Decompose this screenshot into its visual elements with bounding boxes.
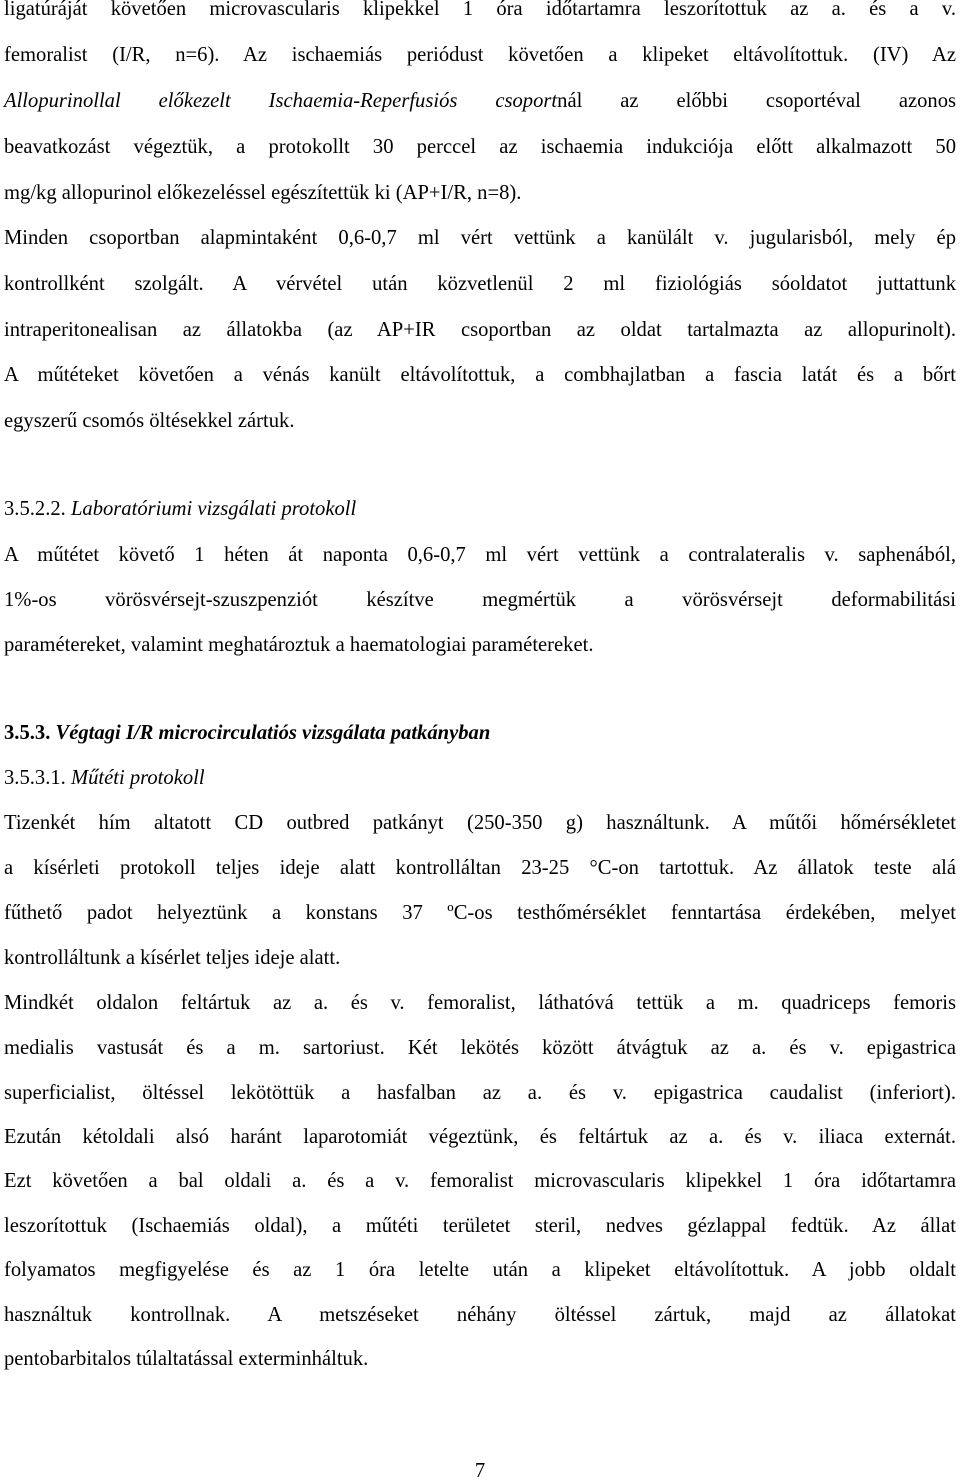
subsection-heading (4, 765, 956, 791)
section-number: 3.5.2.2. (4, 498, 66, 520)
section-title: Laboratóriumi vizsgálati protokoll (70, 498, 357, 520)
text-line: Mindkét oldalon feltártuk az a. és v. femoralist, láthatóvá tettük a m. quadriceps femoris (4, 992, 956, 1014)
text-line: egyszerű csomós öltésekkel zártuk. (4, 410, 295, 432)
text-line: ligatúráját követően microvascularis klipekkel 1 óra időtartamra leszorítottuk az a. és a v. (4, 0, 956, 20)
text-line: a kísérleti protokoll teljes ideje alatt kontrolláltan 23-25 °C-on tartottuk. Az állatok teste alá (4, 857, 956, 879)
text-line: Ezt követően a bal oldali a. és a v. femoralist microvascularis klipekkel 1 óra időtartamra (4, 1170, 956, 1192)
text-line: beavatkozást végeztük, a protokollt 30 perccel az ischaemia indukciója előtt alkalmazott 50 (4, 136, 956, 158)
text-line: Ezután kétoldali alsó haránt laparotomiát végeztünk, és feltártuk az a. és v. iliaca externát. (4, 1126, 956, 1148)
group-name-italic: Allopurinollal előkezelt Ischaemia-Reperfusiós csoport (4, 90, 558, 112)
text-line (4, 88, 956, 114)
section-number: 3.5.3. (4, 722, 51, 744)
text-line: A műtétet követő 1 héten át naponta 0,6-0,7 ml vért vettünk a contralateralis v. saphenából, (4, 544, 956, 566)
section-title: Műtéti protokoll (70, 767, 205, 789)
text-line: 1%-os vörösvérsejt-szuszpenziót készítve megmértük a vörösvérsejt deformabilitási (4, 589, 956, 611)
text-line: használtuk kontrollnak. A metszéseket néhány öltéssel zártuk, majd az állatokat (4, 1304, 956, 1326)
text-line: intraperitonealisan az állatokba (az AP+IR csoportban az oldat tartalmazta az allopurinolt). (4, 319, 956, 341)
text-line: kontrolláltunk a kísérlet teljes ideje alatt. (4, 947, 341, 969)
page-number: 7 (474, 1460, 486, 1482)
section-heading (4, 720, 956, 746)
text-line: leszorítottuk (Ischaemiás oldal), a műtéti területet steril, nedves gézlappal fedtük. Az állat (4, 1215, 956, 1237)
text-line: superficialist, öltéssel lekötöttük a hasfalban az a. és v. epigastrica caudalist (inferiort). (4, 1082, 956, 1104)
text-line: femoralist (I/R, n=6). Az ischaemiás periódust követően a klipeket eltávolítottuk. (IV) Az (4, 44, 956, 66)
section-title: Végtagi I/R microcirculatiós vizsgálata patkányban (55, 722, 491, 744)
text-line: folyamatos megfigyelése és az 1 óra letelte után a klipeket eltávolítottuk. A jobb oldalt (4, 1259, 956, 1281)
text-line: fűthető padot helyeztünk a konstans 37 ºC-os testhőmérséklet fenntartása érdekében, melyet (4, 902, 956, 924)
text-line: mg/kg allopurinol előkezeléssel egészítettük ki (AP+I/R, n=8). (4, 182, 522, 204)
text-line: Tizenkét hím altatott CD outbred patkányt (250-350 g) használtunk. A műtői hőmérsékletet (4, 812, 956, 834)
section-number: 3.5.3.1. (4, 767, 66, 789)
text-line: kontrollként szolgált. A vérvétel után közvetlenül 2 ml fiziológiás sóoldatot juttattunk (4, 273, 956, 295)
text-line: pentobarbitalos túlaltatással exterminháltuk. (4, 1348, 369, 1370)
text-line: medialis vastusát és a m. sartoriust. Két lekötés között átvágtuk az a. és v. epigastrica (4, 1037, 956, 1059)
section-heading (4, 496, 956, 522)
text-line: A műtéteket követően a vénás kanült eltávolítottuk, a combhajlatban a fascia latát és a bőrt (4, 364, 956, 386)
text-line: paramétereket, valamint meghatároztuk a haematologiai paramétereket. (4, 634, 594, 656)
text-line: Minden csoportban alapmintaként 0,6-0,7 ml vért vettünk a kanülált v. jugularisból, mely ép (4, 227, 956, 249)
text-span: nál az előbbi csoportéval azonos (557, 90, 956, 112)
